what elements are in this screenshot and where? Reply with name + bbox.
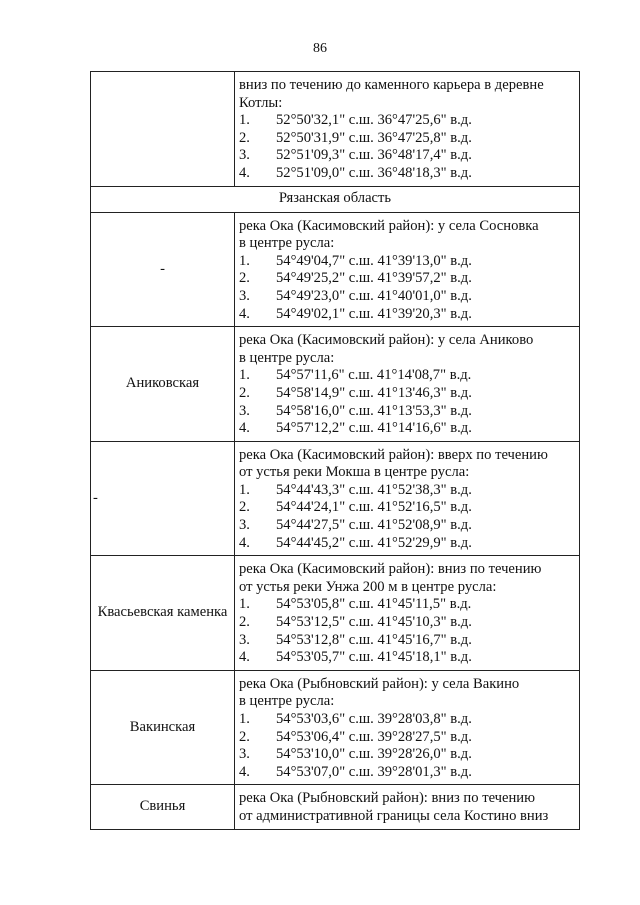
point-number: 4. — [239, 534, 250, 551]
region-row — [91, 186, 580, 212]
point-coordinates: 54°58'14,9" с.ш. 41°13'46,3" в.д. — [276, 384, 472, 401]
point-number: 1. — [239, 367, 250, 384]
point-coordinates: 54°53'05,7" с.ш. 41°45'18,1" в.д. — [276, 649, 472, 666]
point-coordinates: 52°51'09,3" с.ш. 36°48'17,4" в.д. — [276, 147, 472, 164]
region-title: Рязанская область — [91, 186, 580, 212]
description-line: река Ока (Касимовский район): у села Аниково — [239, 332, 534, 349]
table-row — [91, 327, 580, 442]
description-cell — [235, 327, 580, 442]
point-number: 1. — [239, 112, 250, 129]
description-line: от административной границы села Костино вниз — [239, 807, 549, 824]
coordinate-point — [239, 746, 575, 764]
point-coordinates: 54°49'23,0" с.ш. 41°40'01,0" в.д. — [276, 287, 472, 304]
point-number: 3. — [239, 631, 250, 648]
point-number: 2. — [239, 384, 250, 401]
point-coordinates: 54°49'04,7" с.ш. 41°39'13,0" в.д. — [276, 252, 472, 269]
table-row — [91, 212, 580, 327]
description-line: в центре русла: — [239, 693, 335, 710]
description-line: Котлы: — [239, 94, 283, 111]
point-number: 3. — [239, 746, 250, 763]
coordinate-point — [239, 147, 575, 165]
point-number: 4. — [239, 305, 250, 322]
name-cell: Аниковская — [91, 327, 235, 442]
coordinate-point — [239, 420, 575, 438]
coordinate-point — [239, 535, 575, 553]
description-line: от устья реки Мокша в центре русла: — [239, 464, 470, 481]
point-number: 3. — [239, 287, 250, 304]
point-number: 4. — [239, 763, 250, 780]
point-number: 4. — [239, 164, 250, 181]
coordinate-point — [239, 632, 575, 650]
coordinate-point — [239, 614, 575, 632]
point-number: 2. — [239, 728, 250, 745]
description-cell — [235, 556, 580, 671]
coordinate-point — [239, 482, 575, 500]
description-line: река Ока (Рыбновский район): вниз по течению — [239, 790, 536, 807]
description-line: вниз по течению до каменного карьера в деревне — [239, 77, 544, 93]
coordinate-point — [239, 288, 575, 306]
description-cell — [235, 72, 580, 187]
coordinate-point — [239, 130, 575, 148]
name-cell — [91, 72, 235, 187]
description-line: река Ока (Рыбновский район): у села Вакино — [239, 675, 520, 692]
point-coordinates: 52°50'32,1" с.ш. 36°47'25,6" в.д. — [276, 112, 472, 129]
point-number: 3. — [239, 517, 250, 534]
description-line: от устья реки Унжа 200 м в центре русла: — [239, 578, 497, 595]
point-coordinates: 54°53'05,8" с.ш. 41°45'11,5" в.д. — [276, 596, 472, 613]
coordinate-point — [239, 711, 575, 729]
coordinate-point — [239, 403, 575, 421]
point-coordinates: 54°53'12,8" с.ш. 41°45'16,7" в.д. — [276, 631, 472, 648]
coordinate-point — [239, 764, 575, 782]
point-coordinates: 54°57'12,2" с.ш. 41°14'16,6" в.д. — [276, 420, 472, 437]
waterbody-table — [90, 71, 580, 830]
point-coordinates: 54°58'16,0" с.ш. 41°13'53,3" в.д. — [276, 402, 472, 419]
coordinate-point — [239, 367, 575, 385]
point-number: 2. — [239, 129, 250, 146]
table-row — [91, 556, 580, 671]
point-number: 4. — [239, 649, 250, 666]
name-cell: Квасьевская каменка — [91, 556, 235, 671]
point-number: 1. — [239, 481, 250, 498]
coordinate-point — [239, 385, 575, 403]
description-line: в центре русла: — [239, 349, 335, 366]
point-coordinates: 54°44'24,1" с.ш. 41°52'16,5" в.д. — [276, 499, 472, 516]
point-coordinates: 52°51'09,0" с.ш. 36°48'18,3" в.д. — [276, 164, 472, 181]
description-cell — [235, 212, 580, 327]
coordinate-point — [239, 112, 575, 130]
point-coordinates: 54°44'27,5" с.ш. 41°52'08,9" в.д. — [276, 517, 472, 534]
point-number: 2. — [239, 270, 250, 287]
point-coordinates: 54°49'02,1" с.ш. 41°39'20,3" в.д. — [276, 305, 472, 322]
coordinate-point — [239, 499, 575, 517]
description-line: в центре русла: — [239, 235, 335, 252]
point-number: 2. — [239, 614, 250, 631]
table-row — [91, 72, 580, 187]
point-coordinates: 54°44'45,2" с.ш. 41°52'29,9" в.д. — [276, 534, 472, 551]
coordinate-point — [239, 649, 575, 667]
coordinate-point — [239, 253, 575, 271]
point-coordinates: 54°57'11,6" с.ш. 41°14'08,7" в.д. — [276, 367, 472, 384]
coordinate-point — [239, 729, 575, 747]
name-cell: - — [91, 441, 235, 556]
coordinate-point — [239, 306, 575, 324]
name-cell: Свинья — [91, 785, 235, 829]
point-number: 3. — [239, 147, 250, 164]
description-cell — [235, 670, 580, 785]
table-row — [91, 785, 580, 829]
point-coordinates: 54°44'43,3" с.ш. 41°52'38,3" в.д. — [276, 481, 472, 498]
description-cell — [235, 785, 580, 829]
coordinate-point — [239, 270, 575, 288]
description-line: река Ока (Касимовский район): вниз по течению — [239, 561, 542, 578]
point-coordinates: 54°53'12,5" с.ш. 41°45'10,3" в.д. — [276, 614, 472, 631]
point-coordinates: 54°53'06,4" с.ш. 39°28'27,5" в.д. — [276, 728, 472, 745]
point-coordinates: 54°53'07,0" с.ш. 39°28'01,3" в.д. — [276, 763, 472, 780]
point-number: 2. — [239, 499, 250, 516]
point-coordinates: 52°50'31,9" с.ш. 36°47'25,8" в.д. — [276, 129, 472, 146]
table-row — [91, 441, 580, 556]
description-cell — [235, 441, 580, 556]
point-number: 1. — [239, 596, 250, 613]
point-number: 1. — [239, 711, 250, 727]
name-cell: Вакинская — [91, 670, 235, 785]
coordinate-point — [239, 596, 575, 614]
name-cell: - — [91, 212, 235, 327]
description-line: река Ока (Касимовский район): вверх по течению — [239, 446, 548, 463]
description-line: река Ока (Касимовский район): у села Сосновка — [239, 217, 539, 234]
coordinate-point — [239, 517, 575, 535]
table-row — [91, 670, 580, 785]
point-coordinates: 54°53'10,0" с.ш. 39°28'26,0" в.д. — [276, 746, 472, 763]
point-coordinates: 54°49'25,2" с.ш. 41°39'57,2" в.д. — [276, 270, 472, 287]
point-number: 4. — [239, 420, 250, 437]
coordinate-point — [239, 165, 575, 183]
point-coordinates: 54°53'03,6" с.ш. 39°28'03,8" в.д. — [276, 711, 472, 727]
point-number: 3. — [239, 402, 250, 419]
page-number: 86 — [313, 41, 327, 56]
point-number: 1. — [239, 252, 250, 269]
